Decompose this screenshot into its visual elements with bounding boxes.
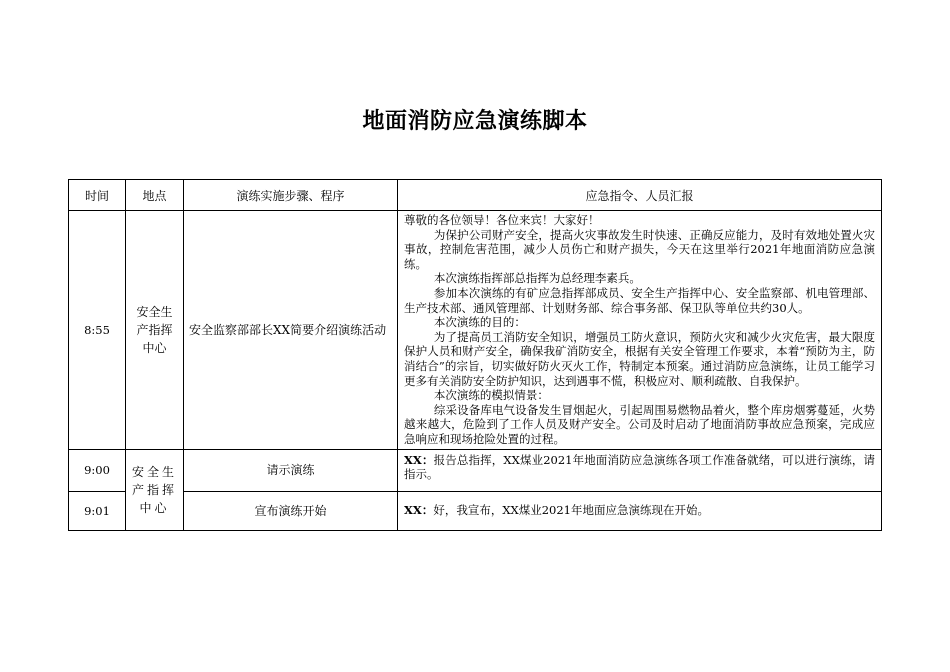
table-row [69, 211, 882, 450]
row-commands [398, 449, 882, 491]
row-place-text: 安全生产指挥中心 [131, 464, 177, 515]
table-row [69, 449, 882, 491]
row-time: 9:00 [69, 449, 126, 491]
document-title: 地面消防应急演练脚本 [362, 109, 588, 134]
report-text: 报告总指挥，XX煤业2021年地面消防应急演练各项工作准备就绪，可以进行演练，请指示。 [404, 452, 875, 482]
commander-line: 本次演练指挥部总指挥为总经理李素兵。 [433, 271, 641, 286]
speaker-label: XX： [404, 503, 434, 518]
speaker-label: XX： [404, 452, 434, 467]
row-step: 安全监察部部长XX简要介绍演练活动 [184, 211, 398, 450]
row-place [126, 449, 184, 530]
objective-heading: 本次演练的目的： [433, 315, 526, 330]
row-place-text: 安全生产指挥中心 [136, 304, 173, 355]
table-row [69, 491, 882, 530]
row-place [126, 211, 184, 450]
header-time: 时间 [69, 180, 126, 211]
row-time: 9:01 [69, 491, 126, 530]
announce-text: 好，我宣布，XX煤业2021年地面应急演练现在开始。 [433, 503, 709, 518]
purpose-paragraph: 为保护公司财产安全，提高火灾事故发生时快速、正确反应能力，及时有效地处置火灾事故，控制危害范围，减少人员伤亡和财产损失，今天在这里举行2021年地面消防应急演练。 [404, 227, 875, 271]
header-place: 地点 [126, 180, 184, 211]
table-header-row [69, 180, 882, 211]
drill-script-table [68, 179, 882, 531]
row-step: 请示演练 [184, 449, 398, 491]
header-commands: 应急指令、人员汇报 [398, 180, 882, 211]
header-steps: 演练实施步骤、程序 [184, 180, 398, 211]
row-commands [398, 491, 882, 530]
objective-paragraph: 为了提高员工消防安全知识，增强员工防火意识，预防火灾和减少火灾危害，最大限度保护人员和财产安全，确保我矿消防安全，根据有关安全管理工作要求，本着“预防为主，防消结合”的宗旨，切实做好防火灭火工作，特制定本预案。通过消防应急演练，让员工能学习更多有关消防安全防护知识，达到遇事不慌，积极应对、顺利疏散、自我保护。 [404, 329, 875, 388]
row-commands [398, 211, 882, 450]
scenario-heading: 本次演练的模拟情景： [433, 388, 549, 403]
row-time: 8:55 [69, 211, 126, 450]
participants-paragraph: 参加本次演练的有矿应急指挥部成员、安全生产指挥中心、安全监察部、机电管理部、生产技术部、通风管理部、计划财务部、综合事务部、保卫队等单位共约30人。 [404, 285, 875, 315]
row-step: 宣布演练开始 [184, 491, 398, 530]
greeting-line: 尊敬的各位领导！各位来宾！大家好！ [404, 213, 600, 227]
scenario-paragraph: 综采设备库电气设备发生冒烟起火，引起周围易燃物品着火，整个库房烟雾蔓延，火势越来越大，危险到了工作人员及财产安全。公司及时启动了地面消防事故应急预案，完成应急响应和现场抢险处置的过程。 [404, 402, 875, 446]
